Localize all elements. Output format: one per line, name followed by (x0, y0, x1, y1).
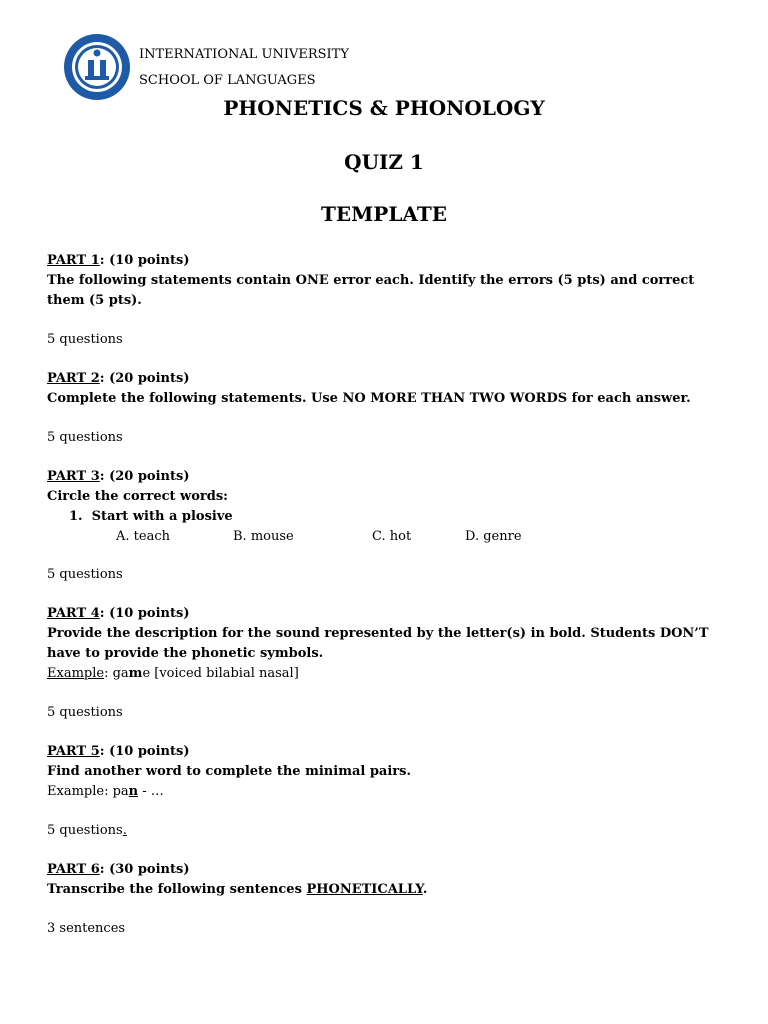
example-colon: : (104, 666, 113, 681)
part-3-instruction: Circle the correct words: (47, 489, 228, 504)
part-4-instruction: Provide the description for the sound represented by the letter(s) in bold. Students DON’T have to provide the phonetic symbols. (47, 626, 709, 661)
option-c: C. hot (372, 529, 412, 544)
part-1-heading (47, 251, 727, 271)
university-seal-icon (63, 33, 131, 101)
part-5-heading (47, 742, 727, 762)
course-title: PHONETICS & PHONOLOGY (223, 96, 545, 120)
example-bold-letter: m (128, 666, 143, 681)
part-1-label: PART 1 (47, 253, 100, 268)
part-4-label: PART 4 (47, 606, 100, 621)
instruction-post: . (422, 882, 428, 897)
example-pre: Example: pa (47, 784, 129, 799)
quiz-title: QUIZ 1 (344, 150, 424, 174)
part-6-instruction (47, 880, 727, 900)
part-5-points: : (10 points) (99, 744, 190, 759)
example-post: e [voiced bilabial nasal] (142, 666, 299, 681)
part-6 (47, 860, 727, 900)
part-2-instruction: Complete the following statements. Use NO MORE THAN TWO WORDS for each answer. (47, 391, 691, 406)
part-4-points: : (10 points) (99, 606, 190, 621)
part-6-count: 3 sentences (47, 921, 126, 936)
part-2-label: PART 2 (47, 371, 100, 386)
part-5-label: PART 5 (47, 744, 100, 759)
part-6-heading (47, 860, 727, 880)
part-4-heading (47, 604, 727, 624)
part-4-count: 5 questions (47, 705, 123, 720)
institution-name: INTERNATIONAL UNIVERSITY (139, 47, 349, 62)
example-post: - … (138, 784, 164, 799)
part-4 (47, 604, 727, 684)
instruction-pre: Transcribe the following sentences (47, 882, 307, 897)
part-3 (47, 467, 727, 547)
part-4-example (47, 664, 727, 684)
part-3-points: : (20 points) (99, 469, 190, 484)
part-5-count (47, 821, 727, 841)
example-label: Example (47, 666, 105, 681)
part-5 (47, 742, 727, 802)
part-3-question (47, 507, 727, 527)
question-text: Start with a plosive (91, 509, 233, 524)
part-1-instruction: The following statements contain ONE error each. Identify the errors (5 pts) and correct them (5 pts). (47, 273, 695, 308)
part-3-count: 5 questions (47, 567, 123, 582)
answer-options (47, 527, 727, 547)
part-6-points: : (30 points) (99, 862, 190, 877)
template-title: TEMPLATE (321, 202, 447, 226)
school-name: SCHOOL OF LANGUAGES (139, 73, 316, 88)
part-2 (47, 369, 727, 409)
part-1-count: 5 questions (47, 332, 123, 347)
example-pre: ga (112, 666, 129, 681)
part-5-example (47, 782, 727, 802)
part-5-count-text: 5 questions (47, 823, 123, 838)
part-6-label: PART 6 (47, 862, 100, 877)
question-number: 1. (69, 509, 83, 524)
part-1-points: : (10 points) (99, 253, 190, 268)
option-b: B. mouse (233, 529, 294, 544)
option-a: A. teach (116, 529, 170, 544)
option-d: D. genre (465, 529, 522, 544)
part-3-label: PART 3 (47, 469, 100, 484)
part-1 (47, 251, 727, 311)
part-5-instruction: Find another word to complete the minimal pairs. (47, 764, 411, 779)
part-3-heading (47, 467, 727, 487)
header (139, 42, 349, 94)
part-2-points: : (20 points) (99, 371, 190, 386)
example-bold-letter: n (128, 784, 139, 799)
part-2-count: 5 questions (47, 430, 123, 445)
part-5-count-tail: . (122, 823, 127, 838)
instruction-emphasis: PHONETICALLY (306, 882, 423, 897)
part-2-heading (47, 369, 727, 389)
